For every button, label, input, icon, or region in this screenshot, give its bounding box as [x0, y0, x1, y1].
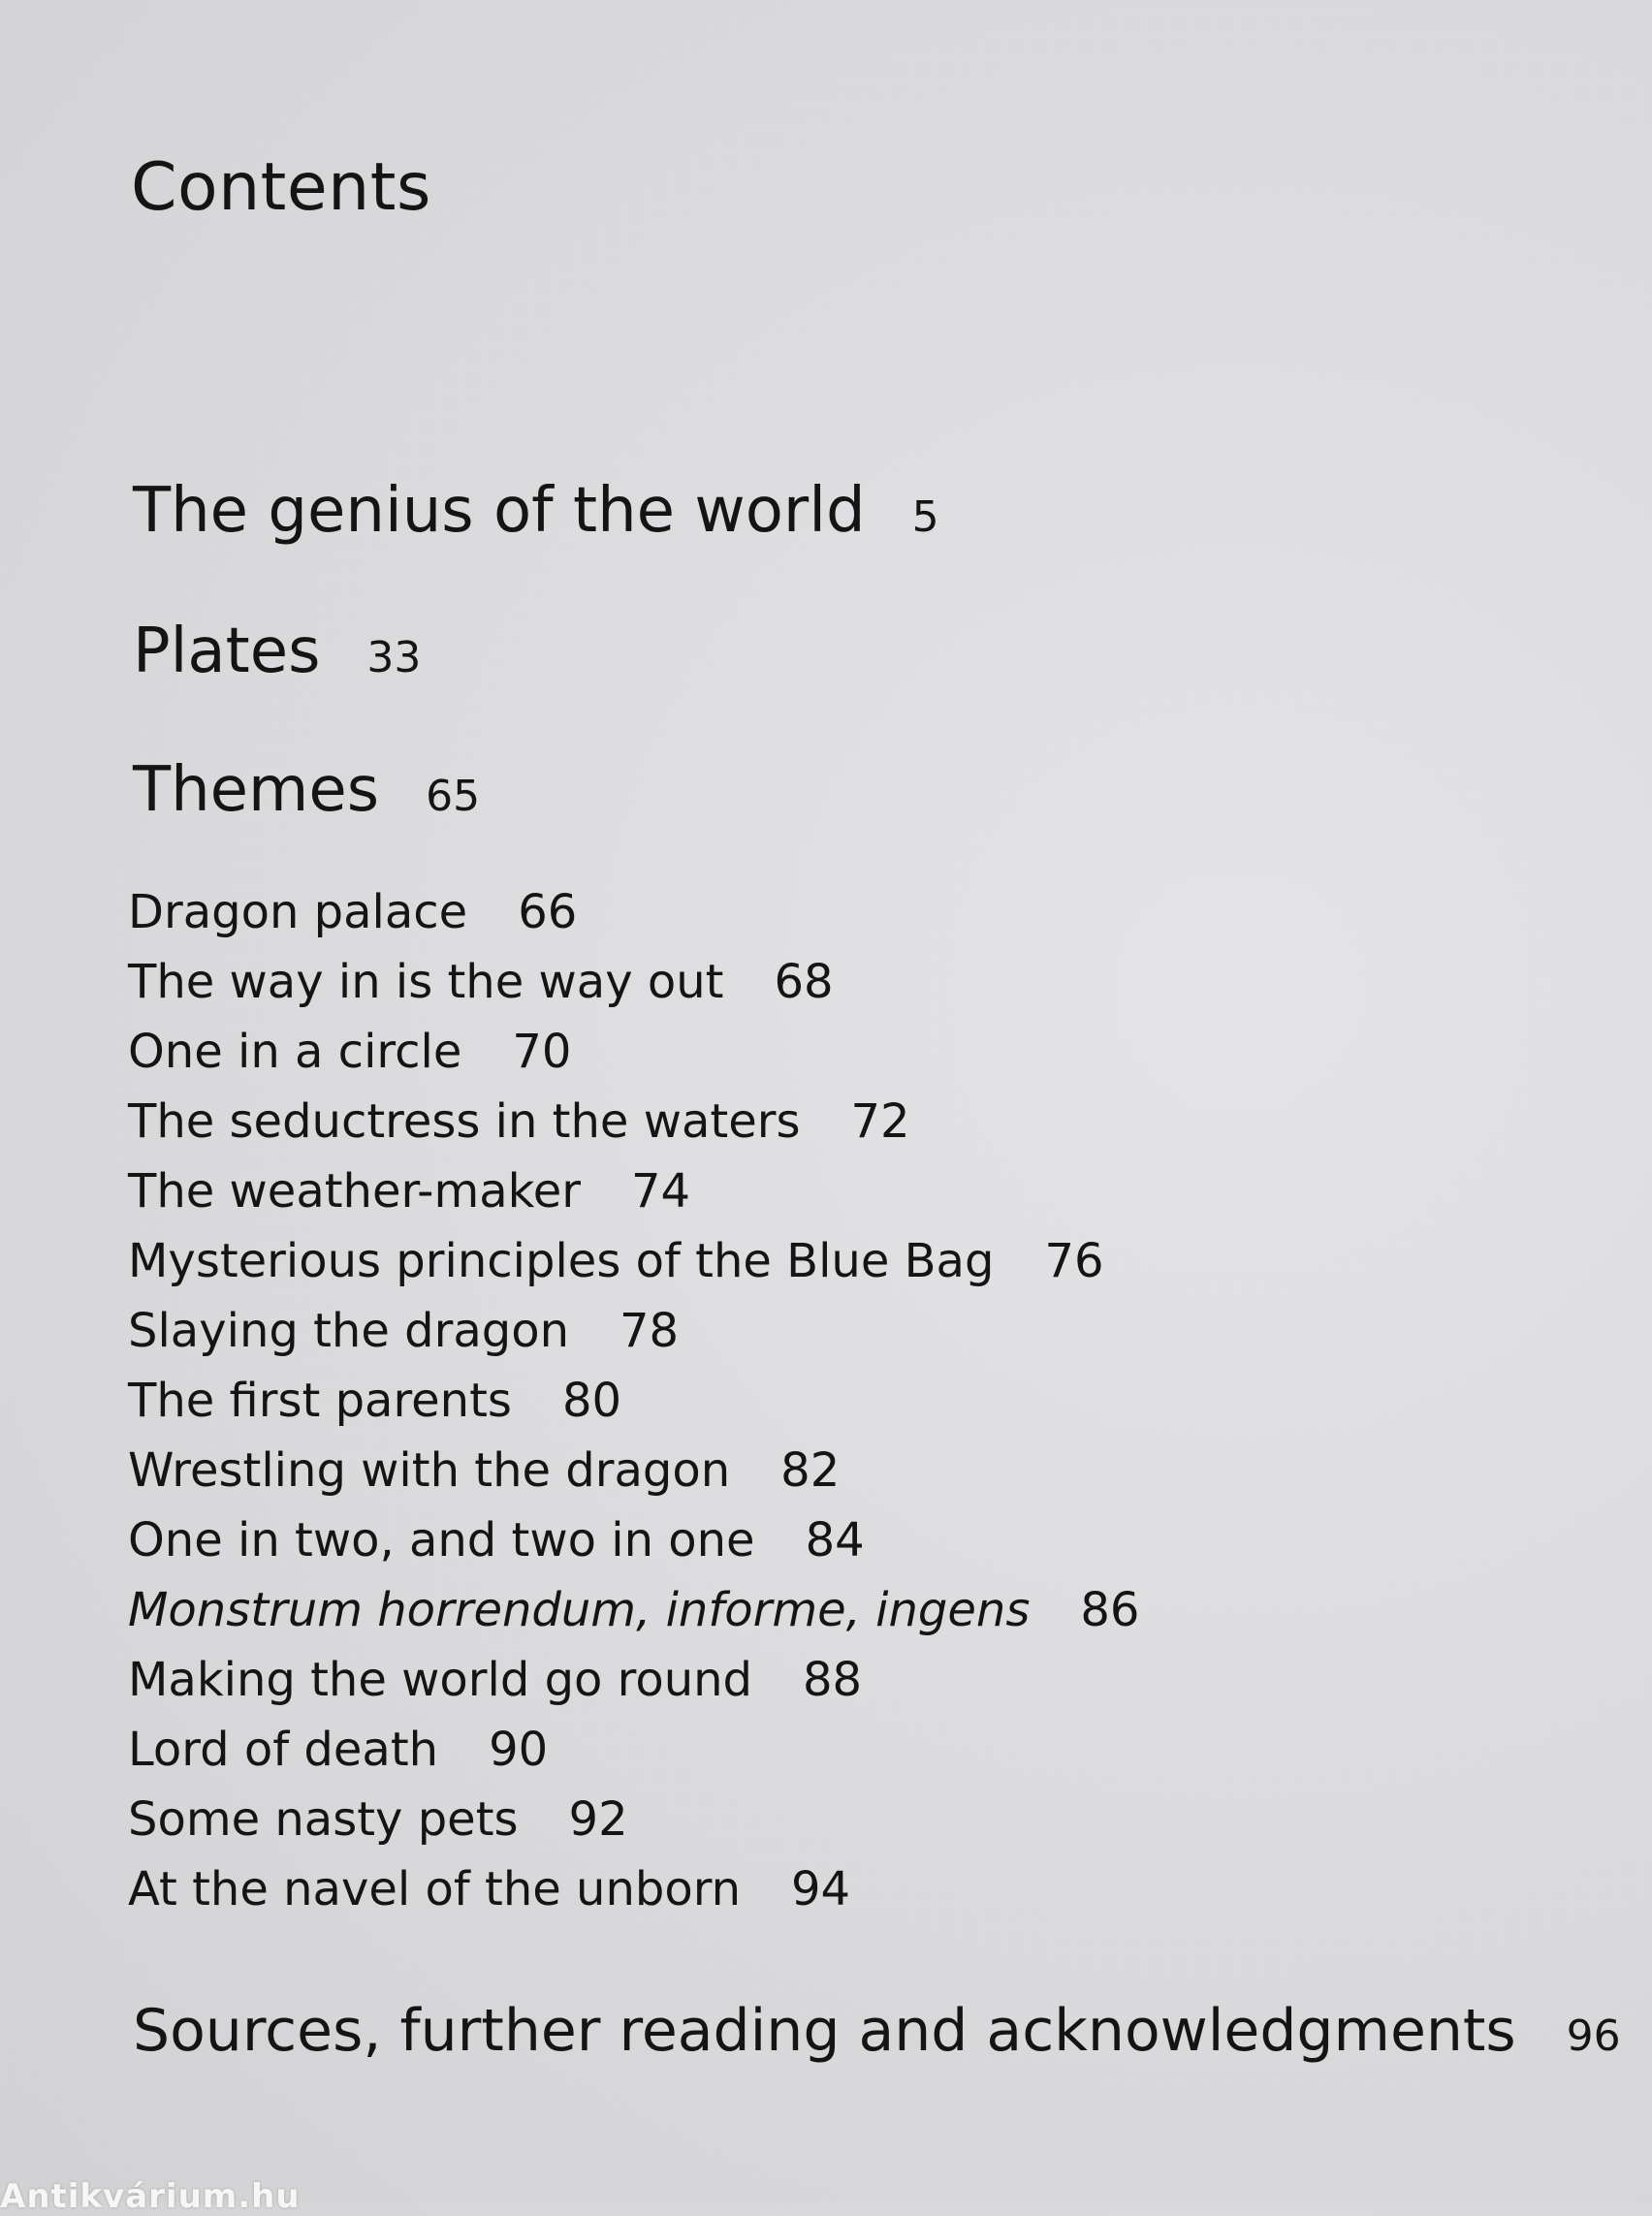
theme-page-number: 74: [631, 1164, 691, 1219]
theme-page-number: 94: [791, 1862, 851, 1916]
theme-entry: [128, 1436, 1139, 1505]
theme-page-number: 86: [1080, 1583, 1140, 1637]
theme-entry: [128, 1156, 1139, 1226]
theme-entry: [128, 1226, 1139, 1296]
theme-page-number: 90: [489, 1723, 549, 1777]
theme-page-number: 70: [512, 1025, 572, 1079]
theme-label: Mysterious principles of the Blue Bag: [128, 1234, 995, 1288]
watermark: Antikvárium.hu: [0, 2177, 301, 2216]
theme-label: Making the world go round: [128, 1653, 753, 1707]
page-title: Contents: [131, 149, 431, 226]
theme-page-number: 72: [850, 1094, 910, 1149]
theme-label: Lord of death: [128, 1723, 439, 1777]
theme-page-number: 84: [805, 1513, 865, 1567]
theme-page-number: 68: [774, 955, 834, 1009]
section-label: Sources, further reading and acknowledgments: [133, 1997, 1516, 2065]
section-label: Themes: [133, 754, 380, 826]
theme-label: Some nasty pets: [128, 1792, 519, 1847]
theme-label: At the navel of the unborn: [128, 1862, 742, 1916]
theme-entry: [128, 1785, 1139, 1854]
theme-entry: [128, 1505, 1139, 1575]
theme-label: Dragon palace: [128, 885, 468, 939]
theme-page-number: 88: [803, 1653, 863, 1707]
section-page-number: 96: [1566, 2011, 1621, 2061]
theme-page-number: 66: [518, 885, 578, 939]
theme-label: The way in is the way out: [128, 955, 724, 1009]
section-plates: [133, 616, 422, 687]
theme-entry: [128, 1854, 1139, 1924]
theme-entry: [128, 1017, 1139, 1087]
section-genius-of-the-world: [133, 475, 939, 547]
section-page-number: 5: [911, 492, 939, 542]
section-label: Plates: [133, 616, 321, 687]
theme-label: Slaying the dragon: [128, 1304, 570, 1358]
section-themes: [133, 754, 481, 826]
theme-entry: [128, 877, 1139, 947]
theme-page-number: 78: [620, 1304, 680, 1358]
themes-list: [128, 877, 1139, 1924]
section-page-number: 33: [366, 633, 422, 682]
theme-label: The seductress in the waters: [128, 1094, 801, 1149]
theme-label: The first parents: [128, 1374, 512, 1428]
theme-label: One in a circle: [128, 1025, 462, 1079]
theme-page-number: 92: [568, 1792, 628, 1847]
theme-page-number: 76: [1044, 1234, 1104, 1288]
theme-label: Monstrum horrendum, informe, ingens: [128, 1583, 1031, 1637]
theme-page-number: 82: [780, 1443, 841, 1498]
section-sources: [133, 1997, 1621, 2065]
theme-entry: [128, 1645, 1139, 1715]
theme-page-number: 80: [561, 1374, 622, 1428]
theme-entry: [128, 1366, 1139, 1436]
section-label: The genius of the world: [133, 475, 866, 547]
theme-entry: [128, 1715, 1139, 1785]
theme-entry: [128, 1296, 1139, 1366]
theme-label: One in two, and two in one: [128, 1513, 755, 1567]
theme-entry: [128, 1087, 1139, 1156]
theme-label: The weather-maker: [128, 1164, 582, 1219]
theme-entry: [128, 1575, 1139, 1645]
section-page-number: 65: [426, 772, 481, 821]
theme-entry: [128, 947, 1139, 1017]
theme-label: Wrestling with the dragon: [128, 1443, 731, 1498]
